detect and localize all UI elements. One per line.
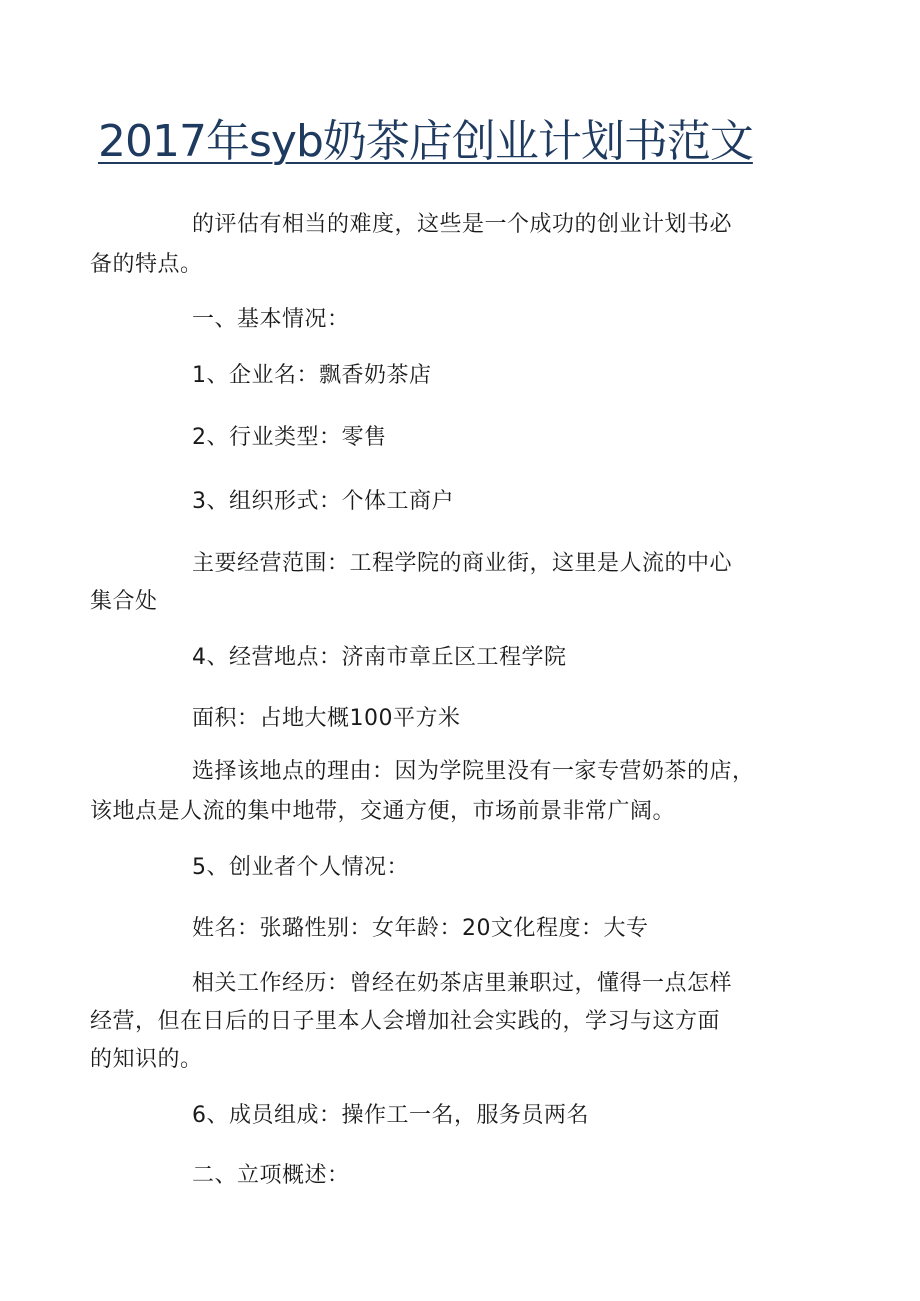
item-location: 4、经营地点：济南市章丘区工程学院 [192,645,567,670]
paragraph-intro-line1: 的评估有相当的难度，这些是一个成功的创业计划书必 [192,212,733,237]
paragraph-scope-line1: 主要经营范围：工程学院的商业街，这里是人流的中心 [192,551,733,576]
paragraph-experience-line3: 的知识的。 [90,1047,203,1072]
section-heading-project-overview: 二、立项概述： [192,1163,350,1188]
item-organization-form: 3、组织形式：个体工商户 [192,489,454,514]
paragraph-reason-line1: 选择该地点的理由：因为学院里没有一家专营奶茶的店， [192,759,755,784]
paragraph-experience-line2: 经营，但在日后的日子里本人会增加社会实践的，学习与这方面 [90,1009,721,1034]
paragraph-reason-line2: 该地点是人流的集中地带，交通方便，市场前景非常广阔。 [90,799,676,824]
item-founder-info: 5、创业者个人情况： [192,855,409,880]
paragraph-personal-details: 姓名：张璐性别：女年龄：20文化程度：大专 [192,916,649,941]
item-area: 面积：占地大概100平方米 [192,706,461,731]
paragraph-experience-line1: 相关工作经历：曾经在奶茶店里兼职过，懂得一点怎样 [192,971,733,996]
item-team-members: 6、成员组成：操作工一名，服务员两名 [192,1103,589,1128]
document-title: 2017年syb奶茶店创业计划书范文 [98,116,753,167]
section-heading-basic-info: 一、基本情况： [192,307,350,332]
item-company-name: 1、企业名：飘香奶茶店 [192,363,432,388]
paragraph-scope-line2: 集合处 [90,589,158,614]
item-industry-type: 2、行业类型：零售 [192,425,387,450]
paragraph-intro-line2: 备的特点。 [90,252,203,277]
